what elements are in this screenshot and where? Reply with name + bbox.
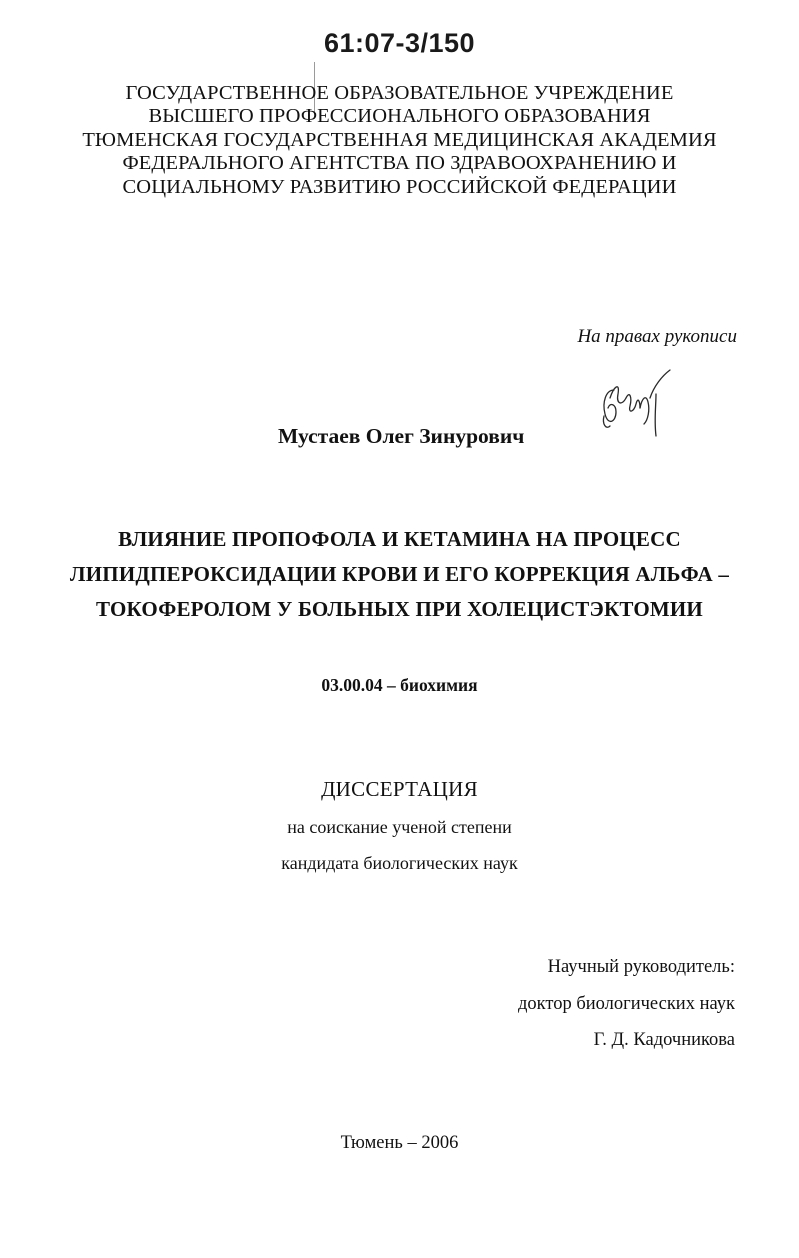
supervisor-degree: доктор биологических наук <box>517 993 735 1014</box>
archive-code: 61:07-3/150 <box>323 28 476 58</box>
thesis-title-line: ТОКОФЕРОЛОМ У БОЛЬНЫХ ПРИ ХОЛЕЦИСТЭКТОМИИ <box>96 597 703 621</box>
institution-line: ТЮМЕНСКАЯ ГОСУДАРСТВЕННАЯ МЕДИЦИНСКАЯ АКАДЕМИЯ <box>82 128 717 151</box>
supervisor-name: Г. Д. Кадочникова <box>593 1030 735 1050</box>
thesis-title-line: ВЛИЯНИЕ ПРОПОФОЛА И КЕТАМИНА НА ПРОЦЕСС <box>118 527 681 551</box>
document-type: ДИССЕРТАЦИЯ <box>321 777 478 801</box>
institution-line: ГОСУДАРСТВЕННОЕ ОБРАЗОВАТЕЛЬНОЕ УЧРЕЖДЕНИЕ <box>125 82 674 104</box>
thesis-title <box>0 522 799 627</box>
institution-line: ВЫСШЕГО ПРОФЕССИОНАЛЬНОГО ОБРАЗОВАНИЯ <box>148 105 651 128</box>
supervisor-block <box>518 949 735 1059</box>
specialty-code: 03.00.04 – биохимия <box>321 675 478 695</box>
institution-line: ФЕДЕРАЛЬНОГО АГЕНТСТВА ПО ЗДРАВООХРАНЕНИЮ И <box>122 152 677 175</box>
institution-line: СОЦИАЛЬНОМУ РАЗВИТИЮ РОССИЙСКОЙ ФЕДЕРАЦИИ <box>122 175 677 198</box>
degree-line: на соискание ученой степени <box>287 817 512 837</box>
supervisor-role: Научный руководитель: <box>547 957 735 977</box>
institution-block <box>0 82 799 199</box>
author-name: Мустаев Олег Зинурович <box>278 424 525 448</box>
manuscript-rights-note: На правах рукописи <box>577 326 737 347</box>
city-year: Тюмень – 2006 <box>340 1133 459 1153</box>
author-signature <box>596 368 676 440</box>
degree-line: кандидата биологических наук <box>281 853 518 873</box>
thesis-title-line: ЛИПИДПЕРОКСИДАЦИИ КРОВИ И ЕГО КОРРЕКЦИЯ АЛЬФА – <box>69 562 730 586</box>
